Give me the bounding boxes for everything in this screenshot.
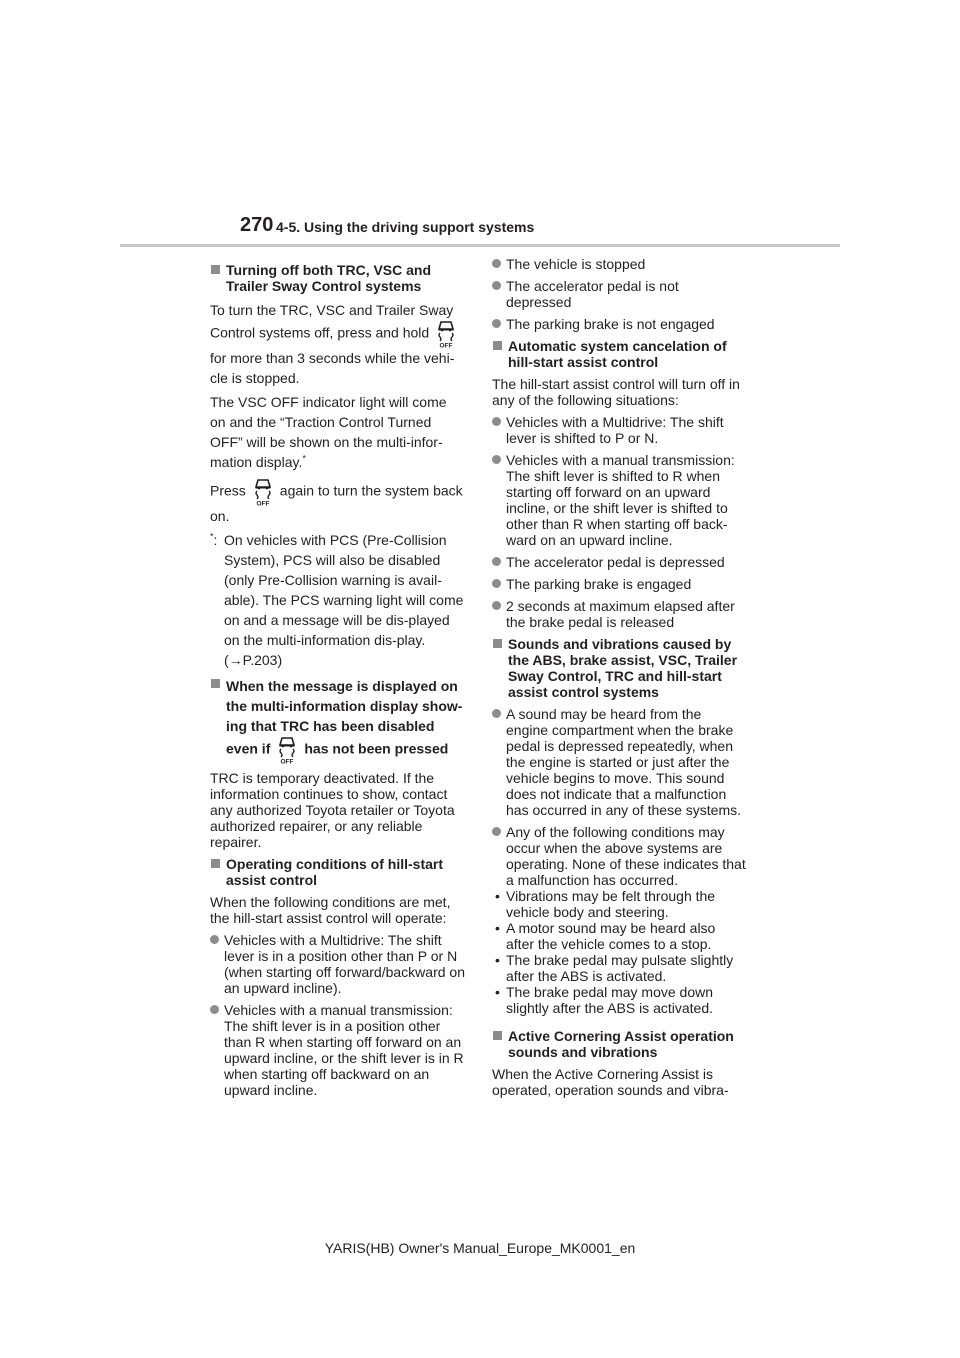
bullet-item: The parking brake is engaged — [492, 576, 747, 592]
bullet-item: Vehicles with a manual transmission: The shift lever is in a position other than R when starting off forward on an upward incline, or the shift lever is in R when starting off backward on an upward incline. — [210, 1002, 465, 1098]
vsc-off-switch-icon — [435, 320, 457, 348]
heading-text: When the message is displayed on the multi-information display show-ing that TRC has been disabled even if — [226, 678, 463, 757]
page-number: 270 — [240, 214, 274, 236]
bullet-item: The parking brake is not engaged — [492, 316, 747, 332]
paragraph — [210, 392, 465, 472]
paragraph: The hill-start assist control will turn off in any of the following situations: — [492, 376, 740, 408]
dash-item: • A motor sound may be heard also after the vehicle comes to a stop. — [492, 920, 747, 952]
section-heading-active-cornering: Active Cornering Assist operation sounds and vibrations — [492, 1028, 747, 1060]
dash-item: • The brake pedal may move down slightly after the ABS is activated. — [492, 984, 747, 1016]
footnote-mark — [210, 530, 224, 670]
paragraph-text: To turn the TRC, VSC and Trailer Sway Control systems off, press and hold — [210, 302, 454, 341]
section-heading-auto-cancelation: Automatic system cancelation of hill-start assist control — [492, 338, 747, 370]
dash-item: • Vibrations may be felt through the vehicle body and steering. — [492, 888, 747, 920]
footer-manual-id: YARIS(HB) Owner's Manual_Europe_MK0001_en — [324, 1240, 636, 1256]
header-divider — [120, 244, 840, 247]
footnote-asterisk: * — [210, 531, 214, 542]
bullet-item: Vehicles with a Multidrive: The shift lever is shifted to P or N. — [492, 414, 747, 446]
footnote — [210, 530, 465, 670]
icon-off-label: OFF — [439, 342, 453, 348]
paragraph-text: for more than 3 seconds while the vehi-cle is stopped. — [210, 350, 455, 386]
vsc-off-switch-icon — [276, 736, 298, 764]
bullet-item: The vehicle is stopped — [492, 256, 747, 272]
paragraph-text: The VSC OFF indicator light will come on and the “Traction Control Turned OFF” will be shown on the multi-infor-mation display. — [210, 394, 447, 470]
section-heading-trc-vsc-off: Turning off both TRC, VSC and Trailer Sway Control systems — [210, 262, 465, 294]
paragraph: TRC is temporary deactivated. If the information continues to show, contact any authorized Toyota retailer or Toyota authorized repairer, or any reliable repairer. — [210, 770, 455, 850]
paragraph: When the Active Cornering Assist is operated, operation sounds and vibra- — [492, 1066, 729, 1098]
vsc-off-switch-icon — [252, 478, 274, 506]
bullet-item: Vehicles with a manual transmission: The shift lever is shifted to R when starting off forward on an upward incline, or the shift lever is shifted to other than R when starting off back-ward on an upward incline. — [492, 452, 747, 548]
bullet-item: Any of the following conditions may occur when the above systems are operating. None of these indicates that a malfunction has occurred. — [492, 824, 747, 888]
bullet-item: Vehicles with a Multidrive: The shift lever is in a position other than P or N (when starting off forward/backward on an upward incline). — [210, 932, 465, 996]
bullet-item: The accelerator pedal is not depressed — [492, 278, 747, 310]
section-heading-sounds-vibrations: Sounds and vibrations caused by the ABS, brake assist, VSC, Trailer Sway Control, TRC and hill-start assist control systems — [492, 636, 747, 700]
paragraph-text: again to turn the system back on. — [210, 482, 463, 524]
bullet-item: 2 seconds at maximum elapsed after the brake pedal is released — [492, 598, 747, 630]
right-column — [492, 256, 747, 1102]
footnote-text: On vehicles with PCS (Pre-Collision System), PCS will also be disabled (only Pre-Collision warning is avail-able). The PCS warning light will come on and a message will be dis-played on the multi-information dis-play. (→P.203) — [224, 532, 464, 668]
icon-off-label: OFF — [280, 758, 294, 764]
dash-item: • The brake pedal may pulsate slightly after the ABS is activated. — [492, 952, 747, 984]
paragraph — [210, 478, 465, 526]
chapter-title: 4-5. Using the driving support systems — [276, 219, 535, 235]
paragraph: When the following conditions are met, the hill-start assist control will operate: — [210, 894, 451, 926]
section-heading-trc-message — [210, 676, 465, 764]
paragraph — [210, 300, 465, 388]
bullet-item: A sound may be heard from the engine compartment when the brake pedal is depressed repeatedly, when the engine is started or just after the vehicle begins to move. This sound does not indicate that a malfunction has occurred in any of these systems. — [492, 706, 747, 818]
section-heading-hill-start-conditions: Operating conditions of hill-start assist control — [210, 856, 465, 888]
icon-off-label: OFF — [256, 500, 270, 506]
footnote-marker: * — [302, 453, 306, 464]
footnote-colon: : — [213, 532, 218, 548]
bullet-item: The accelerator pedal is depressed — [492, 554, 747, 570]
left-column — [210, 256, 465, 1104]
heading-text: has not been pressed — [304, 740, 449, 757]
paragraph-text: Press — [210, 482, 246, 499]
